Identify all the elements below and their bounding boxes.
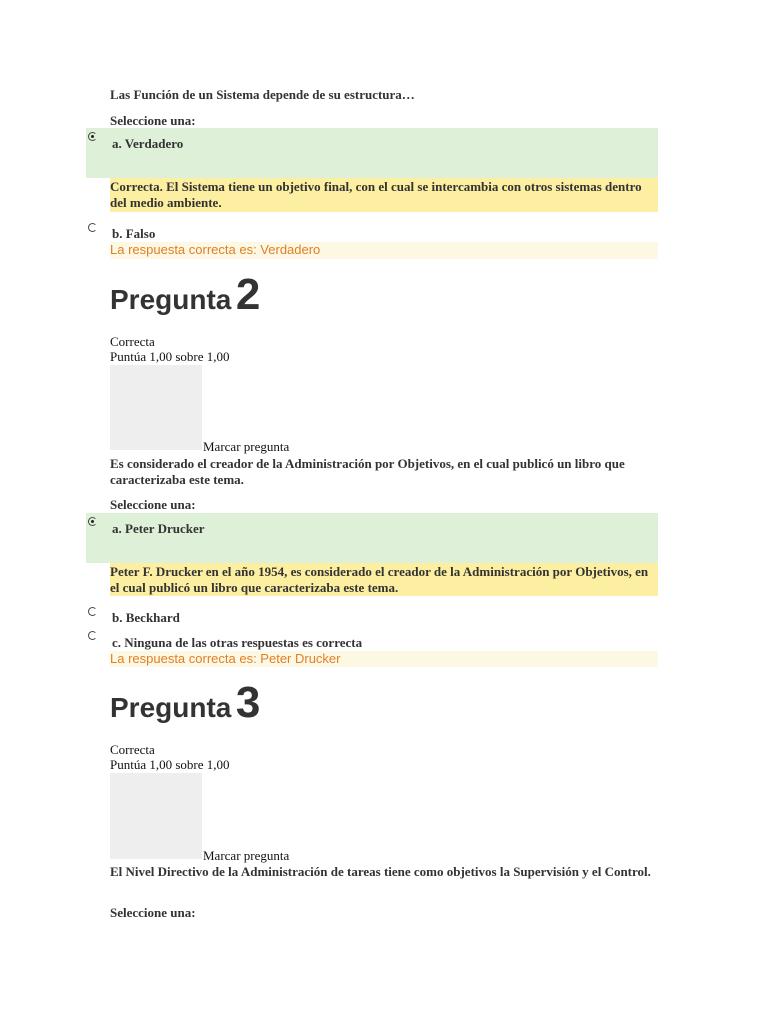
q2-option-b-radio[interactable] [88,607,97,616]
question-3-heading-number: 3 [235,678,261,727]
q1-option-b-label[interactable]: b. Falso [112,226,156,241]
question-3-heading-word: Pregunta [110,692,232,723]
question-3-text: El Nivel Directivo de la Administración de tareas tiene como objetivos la Supervisión y el Control. [110,864,651,879]
question-1-text: Las Función de un Sistema depende de su estructura… [110,87,415,102]
question-3-flag-icon[interactable] [110,773,202,859]
q2-option-a-label: a. Peter Drucker [112,521,205,536]
q2-option-c-label[interactable]: c. Ninguna de las otras respuestas es correcta [112,635,363,650]
q1-option-a-feedback: Correcta. El Sistema tiene un objetivo final, con el cual se intercambia con otros sistemas dentro del medio ambiente. [110,178,658,212]
q1-option-a-radio-mark[interactable] [88,132,97,141]
question-2-heading-number: 2 [235,270,261,319]
question-2-state: Correcta [110,334,155,349]
q2-option-a-feedback: Peter F. Drucker en el año 1954, es considerado el creador de la Administración por Objetivos, en el cual publicó un libro que caracterizaba este tema. [110,563,658,596]
question-3-state: Correcta [110,742,155,757]
question-3-select-label: Seleccione una: [110,905,196,920]
question-2-flag-icon[interactable] [110,365,202,450]
question-2-flag-link[interactable]: Marcar pregunta [203,439,290,454]
question-2-grade: Puntúa 1,00 sobre 1,00 [110,349,230,364]
question-2-heading-word: Pregunta [110,284,232,315]
q2-option-c-radio[interactable] [88,631,97,640]
question-3-heading [110,678,260,728]
q2-option-a-radio[interactable] [88,517,97,526]
q2-option-b-label[interactable]: b. Beckhard [112,610,180,625]
question-3-grade: Puntúa 1,00 sobre 1,00 [110,757,230,772]
question-2-select-label: Seleccione una: [110,497,196,512]
question-1-select-label: Seleccione una: [110,113,196,128]
q1-option-a-label: a. Verdadero [112,136,184,151]
q1-option-b-radio[interactable] [88,223,97,232]
question-2-heading [110,270,260,320]
question-3-flag-link[interactable]: Marcar pregunta [203,848,290,863]
q1-right-answer: La respuesta correcta es: Verdadero [110,242,658,259]
question-2-text: Es considerado el creador de la Administración por Objetivos, en el cual publicó un libro que caracterizaba este tema. [110,456,625,487]
q2-right-answer: La respuesta correcta es: Peter Drucker [110,651,658,667]
